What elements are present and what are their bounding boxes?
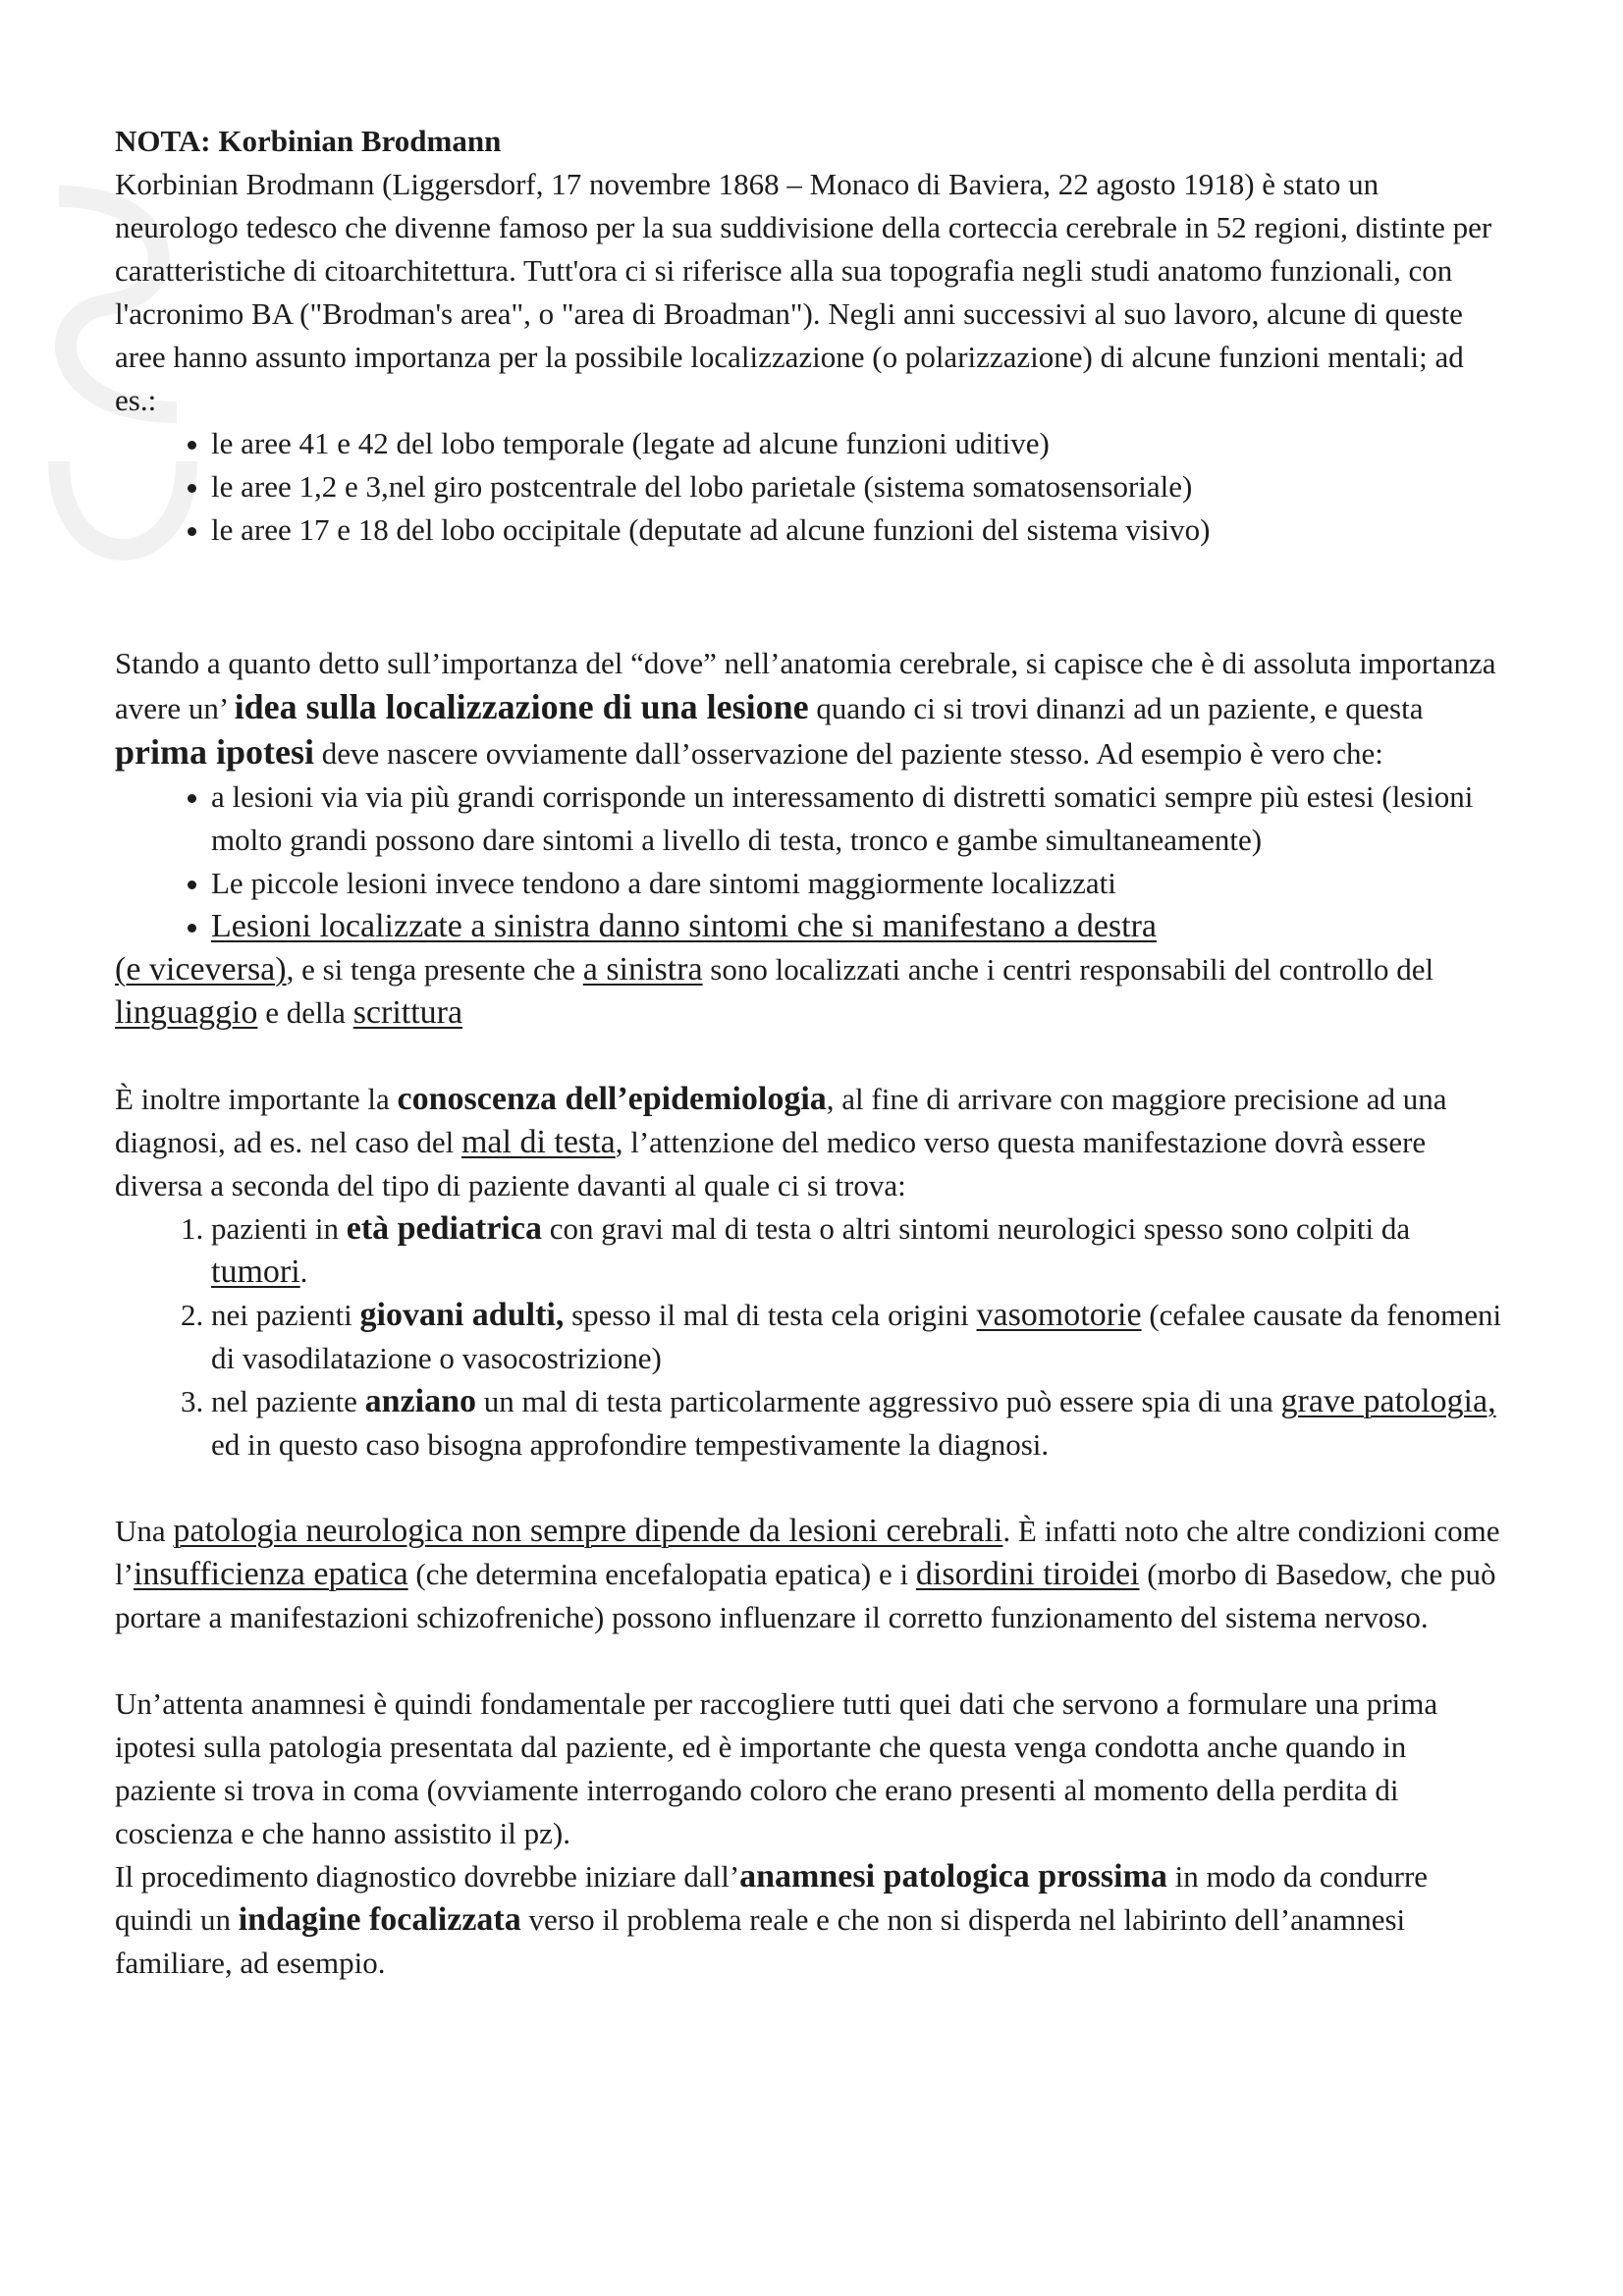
- text-run: È inoltre importante la: [115, 1082, 398, 1116]
- list-item: [211, 1207, 1509, 1294]
- text-run: , l’attenzione del medico verso questa manifestazione dovrà essere diversa a seconda del tipo di paziente davanti al quale ci si trova:: [115, 1125, 1427, 1202]
- list-item: • le aree 1,2 e 3,nel giro postcentrale del lobo parietale (sistema somatosensoriale): [211, 465, 1509, 508]
- text-run: .: [299, 1255, 308, 1289]
- patient-types-list: [115, 1207, 1509, 1467]
- text-run: (morbo di Basedow, che può portare a manifestazioni schizofreniche) possono influenzare il corretto funzionamento del sistema nervoso.: [115, 1557, 1496, 1634]
- underlined-text: (e viceversa): [115, 951, 287, 988]
- underlined-text: mal di testa: [460, 1124, 616, 1160]
- neuro-pathology-paragraph: [115, 1510, 1509, 1639]
- text-run: (cefalee causate da fenomeni di vasodilatazione o vasocostrizione): [211, 1298, 1502, 1375]
- brodmann-areas-list: [115, 422, 1509, 552]
- text-run: sono localizzati anche i centri responsabili del controllo del: [702, 952, 1434, 987]
- underlined-text: tumori: [211, 1254, 300, 1290]
- emphasis-text: conoscenza dell’epidemiologia: [397, 1081, 827, 1117]
- underlined-text: vasomotorie: [976, 1297, 1142, 1333]
- text-run: deve nascere ovviamente dall’osservazione del paziente stesso. Ad esempio è vero che:: [314, 736, 1383, 771]
- text-run: nei pazienti: [211, 1298, 360, 1332]
- text-run: Una: [115, 1514, 174, 1548]
- text-run: , e si tenga presente che: [286, 952, 583, 987]
- text-run: un mal di testa particolarmente aggressivo può essere spia di una: [476, 1384, 1281, 1418]
- spacer: [115, 1639, 1509, 1682]
- text-run: in modo da condurre quindi un: [115, 1859, 1429, 1937]
- text-run: ed in questo caso bisogna approfondire tempestivamente la diagnosi.: [211, 1427, 1050, 1462]
- text-run: quando ci si trovi dinanzi ad un paziente, e questa: [808, 691, 1424, 725]
- note-intro: Korbinian Brodmann (Liggersdorf, 17 novembre 1868 – Monaco di Baviera, 22 agosto 1918) è stato un neurologo tedesco che divenne famoso per la sua suddivisione della corteccia cerebrale in 52 regioni, distinte per caratteristiche di citoarchitettura. Tutt'ora ci si riferisce alla sua topografia negli studi anatomo funzionali, con l'acronimo BA ("Brodman's area", o "area di Broadman"). Negli anni successivi al suo lavoro, alcune di queste aree hanno assunto importanza per la possibile localizzazione (o polarizzazione) di alcune funzioni mentali; ad es.:: [115, 167, 1492, 417]
- emphasis-text: anziano: [364, 1383, 476, 1419]
- spacer: [115, 552, 1509, 642]
- list-item: • a lesioni via via più grandi corrisponde un interessamento di distretti somatici sempre più estesi (lesioni molto grandi possono dare sintomi a livello di testa, tronco e gambe simultaneamente): [211, 775, 1509, 862]
- lesion-continuation: [115, 948, 1509, 1035]
- text-run: (che determina encefalopatia epatica) e i: [407, 1557, 916, 1591]
- emphasis-text: idea sulla localizzazione di una lesione: [234, 687, 809, 726]
- diagnostic-procedure-paragraph: [115, 1855, 1509, 1985]
- text-run: . È infatti noto che altre condizioni come l’: [115, 1514, 1500, 1591]
- text-run: pazienti in: [211, 1211, 347, 1246]
- text-run: Il procedimento diagnostico dovrebbe iniziare dall’: [115, 1859, 740, 1894]
- list-item: [211, 905, 1509, 948]
- document-page: [115, 120, 1509, 1985]
- list-item: [211, 1380, 1509, 1467]
- spacer: [115, 1467, 1509, 1510]
- list-item: • le aree 41 e 42 del lobo temporale (legate ad alcune funzioni uditive): [211, 422, 1509, 465]
- list-item: • le aree 17 e 18 del lobo occipitale (deputate ad alcune funzioni del sistema visivo): [211, 508, 1509, 552]
- text-run: , al fine di arrivare con maggiore precisione ad una diagnosi, ad es. nel caso del: [115, 1082, 1447, 1159]
- text-run: con gravi mal di testa o altri sintomi neurologici spesso sono colpiti da: [541, 1211, 1411, 1246]
- underlined-text: Lesioni localizzate a sinistra danno sintomi che si manifestano a destra: [211, 908, 1158, 944]
- spacer: [115, 1035, 1509, 1078]
- text-run: Stando a quanto detto sull’importanza del “dove” nell’anatomia cerebrale, si capisce che è di assoluta importanza avere un’: [115, 646, 1496, 725]
- text-run: verso il problema reale e che non si disperda nel labirinto dell’anamnesi familiare, ad esempio.: [115, 1902, 1406, 1980]
- emphasis-text: indagine focalizzata: [238, 1901, 521, 1938]
- underlined-text: linguaggio: [115, 994, 258, 1031]
- note-title: NOTA: Korbinian Brodmann: [115, 124, 502, 158]
- underlined-text: disordini tiroidei: [915, 1556, 1140, 1592]
- anamnesis-paragraph: Un’attenta anamnesi è quindi fondamentale per raccogliere tutti quei dati che servono a formulare una prima ipotesi sulla patologia presentata dal paziente, ed è importante che questa venga condotta anche quando in paziente si trova in coma (ovviamente interrogando coloro che erano presenti al momento della perdita di coscienza e che hanno assistito il pz).: [115, 1686, 1438, 1850]
- text-run: spesso il mal di testa cela origini: [564, 1298, 977, 1332]
- text-run: nel paziente: [211, 1384, 365, 1418]
- underlined-text: patologia neurologica non sempre dipende da lesioni cerebrali: [173, 1513, 1003, 1549]
- underlined-text: scrittura: [352, 994, 463, 1031]
- text-run: e della: [257, 995, 353, 1030]
- list-item: [211, 1294, 1509, 1380]
- underlined-text: grave patologia,: [1280, 1383, 1496, 1419]
- localization-paragraph: [115, 642, 1509, 775]
- emphasis-text: prima ipotesi: [115, 732, 314, 772]
- emphasis-text: giovani adulti,: [359, 1297, 565, 1333]
- epidemiology-paragraph: [115, 1078, 1509, 1207]
- emphasis-text: età pediatrica: [346, 1210, 542, 1247]
- lesion-list: [115, 775, 1509, 948]
- underlined-text: a sinistra: [582, 951, 703, 988]
- underlined-text: insufficienza epatica: [133, 1556, 408, 1592]
- emphasis-text: anamnesi patologica prossima: [739, 1858, 1167, 1895]
- list-item: • Le piccole lesioni invece tendono a dare sintomi maggiormente localizzati: [211, 862, 1509, 905]
